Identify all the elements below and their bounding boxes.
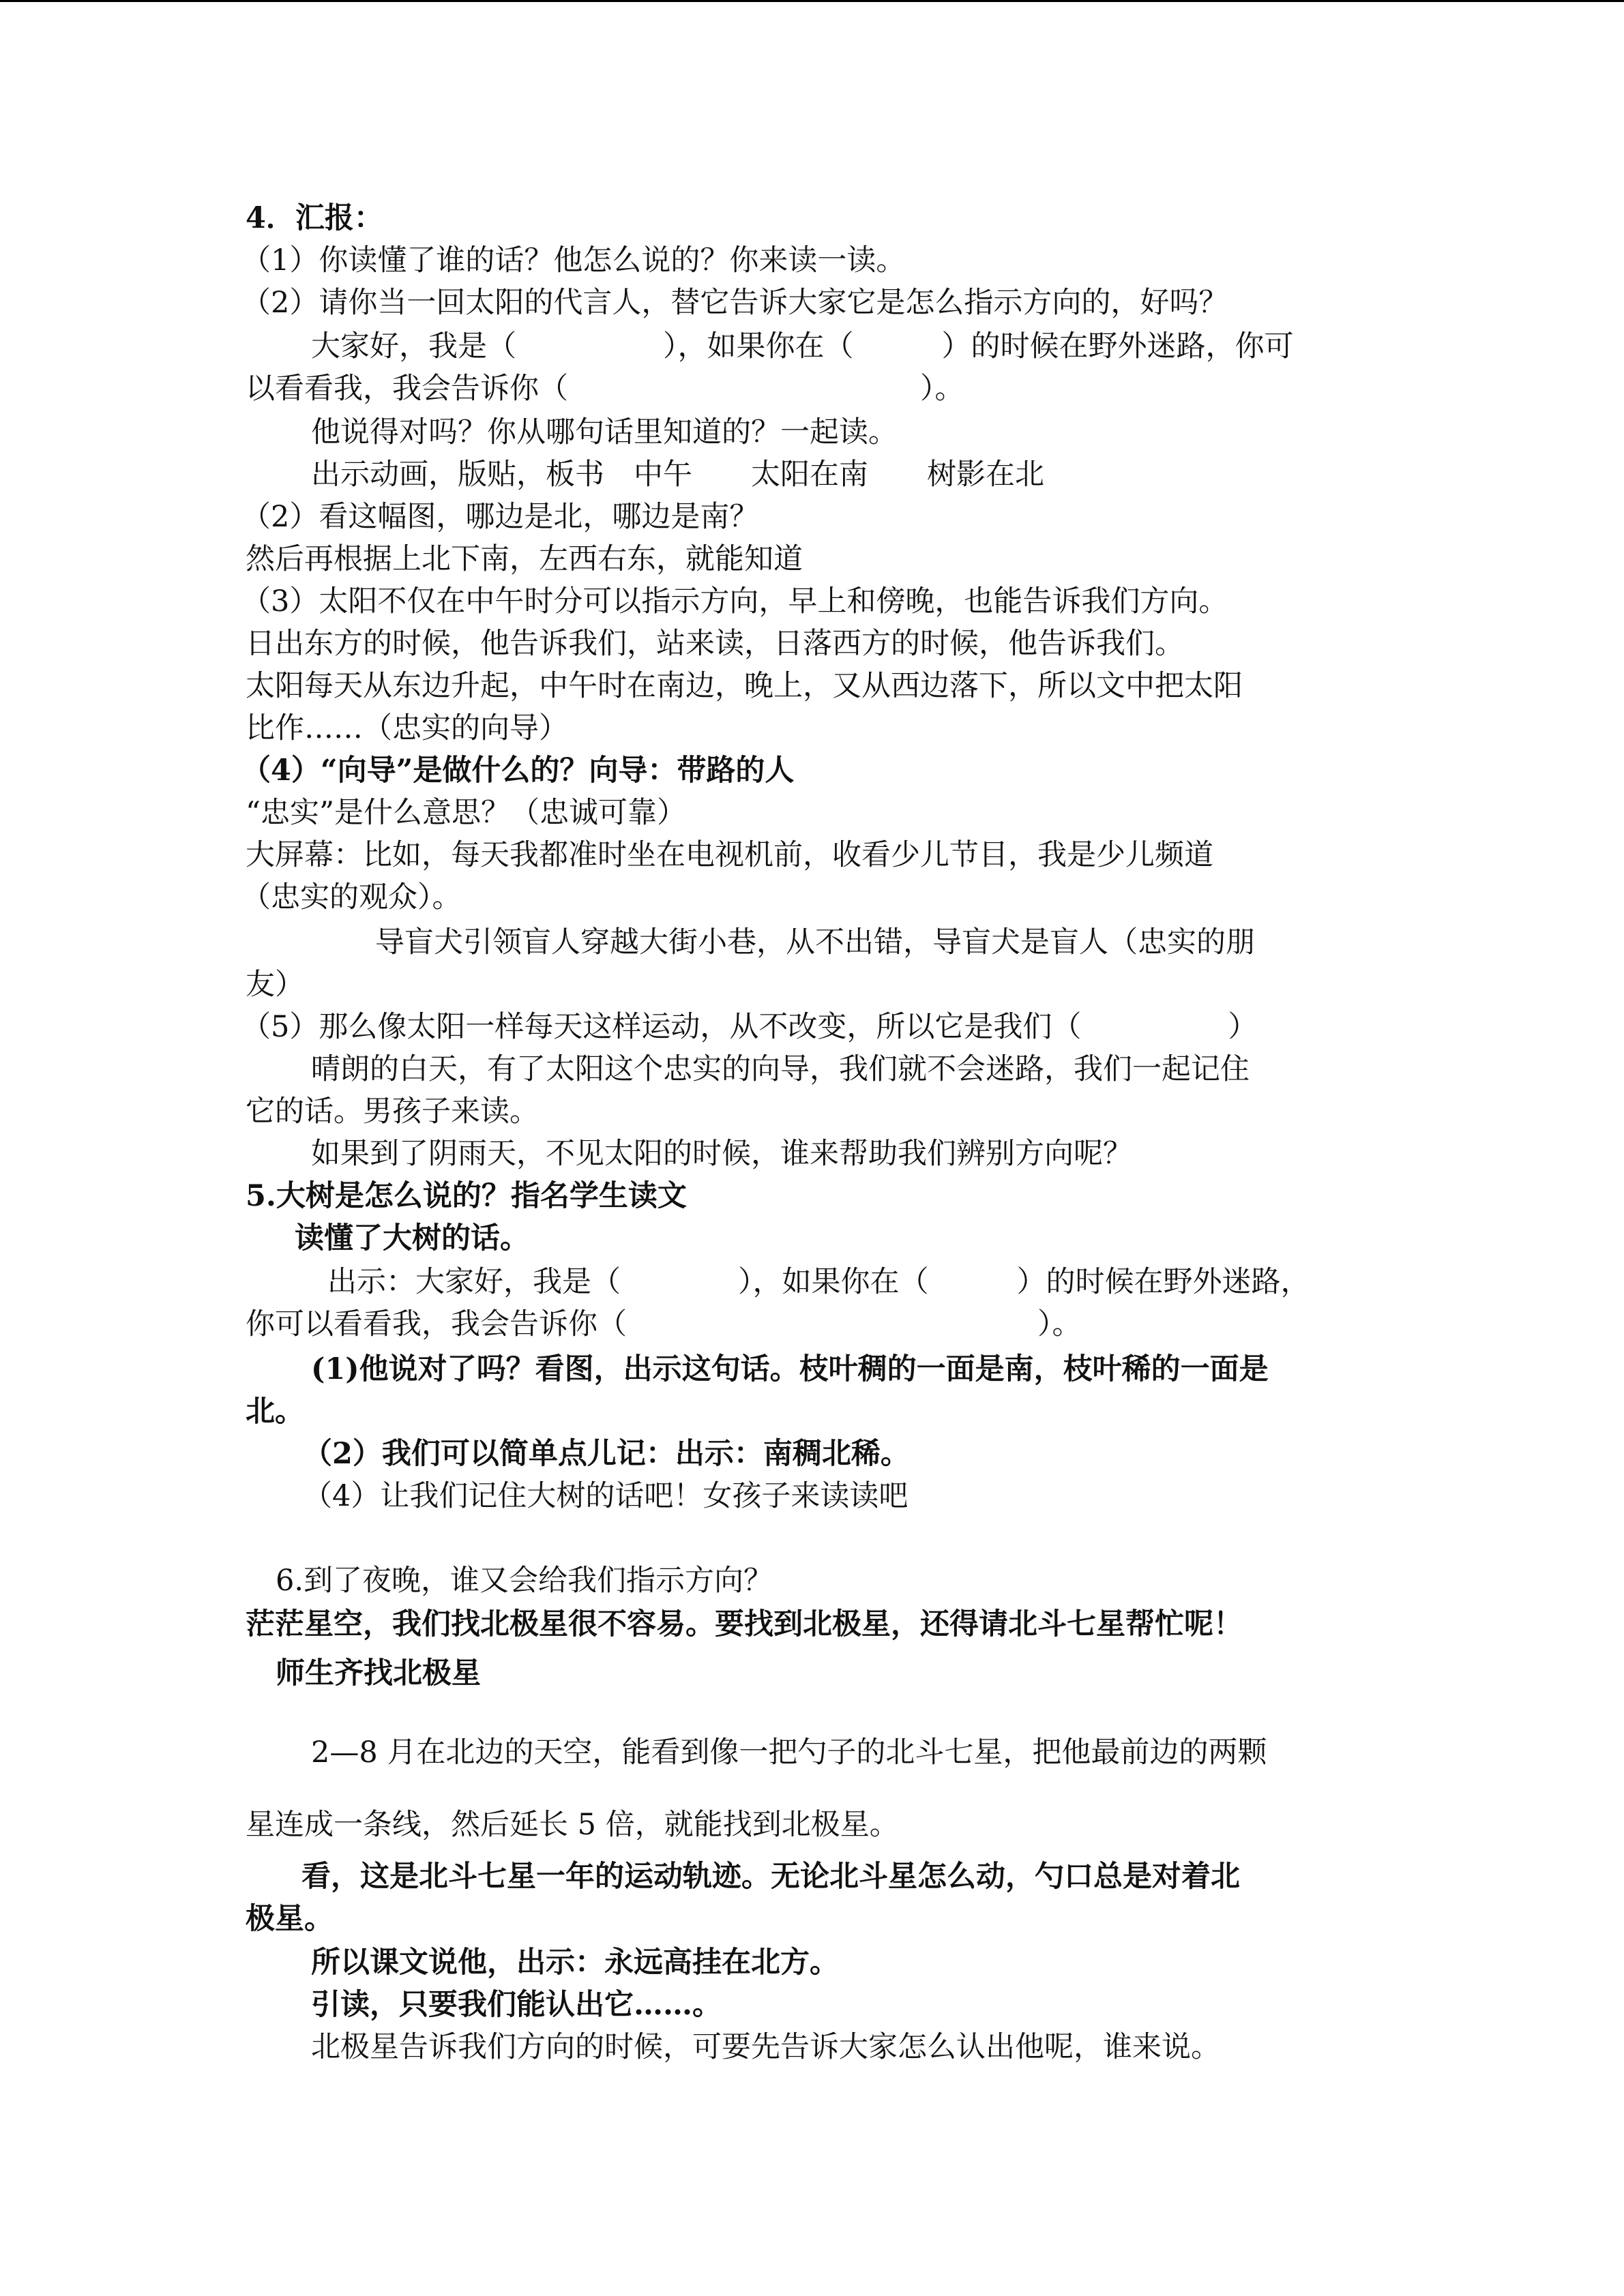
text-line: 友） [246, 968, 304, 1002]
text-line: 读懂了大树的话。 [295, 1221, 529, 1255]
text-line: 所以课文说他，出示：永远高挂在北方。 [311, 1945, 839, 1980]
board-notes-line: 出示动画，版贴，板书 中午 太阳在南 树影在北 [311, 458, 1044, 492]
text-line: 北。 [246, 1395, 304, 1429]
text-line: 导盲犬引领盲人穿越大街小巷，从不出错，导盲犬是盲人（忠实的朋 [375, 925, 1255, 959]
text-line: 看，这是北斗七星一年的运动轨迹。无论北斗星怎么动，勺口总是对着北 [301, 1860, 1240, 1894]
text-line: （4）让我们记住大树的话吧！女孩子来读读吧 [303, 1479, 909, 1513]
text-line: 师生齐找北极星 [276, 1656, 481, 1690]
text-line: 极星。 [246, 1902, 334, 1936]
text-line: 然后再根据上北下南，左西右东，就能知道 [246, 542, 803, 576]
text-line: 茫茫星空，我们找北极星很不容易。要找到北极星，还得请北斗七星帮忙呢！ [246, 1607, 1243, 1641]
text-line: （2）看这幅图，哪边是北，哪边是南？ [241, 500, 759, 534]
text-line: （5）那么像太阳一样每天这样运动，从不改变，所以它是我们（ ） [241, 1010, 1258, 1044]
text-line: （2）请你当一回太阳的代言人，替它告诉大家它是怎么指示方向的，好吗？ [241, 286, 1228, 320]
fill-in-blank-line: 大家好，我是（ ），如果你在（ ）的时候在野外迷路，你可 [311, 329, 1294, 363]
text-line: 比作……（忠实的向导） [246, 711, 568, 745]
text-line: （4）“向导”是做什么的？向导：带路的人 [241, 754, 795, 788]
fill-in-blank-line: 以看看我，我会告诉你（ ）。 [246, 372, 964, 406]
text-line: （3）太阳不仅在中午时分可以指示方向，早上和傍晚，也能告诉我们方向。 [241, 584, 1228, 618]
text-line: 晴朗的白天，有了太阳这个忠实的向导，我们就不会迷路，我们一起记住 [311, 1052, 1250, 1086]
text-line: 引读，只要我们能认出它……。 [311, 1988, 722, 2022]
text-line: 大屏幕：比如，每天我都准时坐在电视机前，收看少儿节目，我是少儿频道 [246, 838, 1213, 872]
text-line: 他说得对吗？你从哪句话里知道的？一起读。 [311, 415, 898, 449]
fill-in-blank-line: 你可以看看我，我会告诉你（ ）。 [246, 1307, 1082, 1341]
page-top-border [0, 0, 1624, 2]
text-line: （1）你读懂了谁的话？他怎么说的？你来读一读。 [241, 243, 906, 278]
text-line: 星连成一条线，然后延长 5 倍，就能找到北极星。 [246, 1808, 899, 1842]
text-line: （忠实的观众）。 [241, 880, 462, 914]
text-line: 日出东方的时候，他告诉我们，站来读，日落西方的时候，他告诉我们。 [246, 627, 1184, 661]
text-line: 它的话。男孩子来读。 [246, 1094, 539, 1129]
text-line: “忠实”是什么意思？（忠诚可靠） [246, 796, 686, 830]
text-line: （2）我们可以简单点儿记：出示：南稠北稀。 [303, 1437, 910, 1471]
heading-night: 6.到了夜晚，谁又会给我们指示方向？ [276, 1564, 773, 1598]
text-line: (1)他说对了吗？看图，出示这句话。枝叶稠的一面是南，枝叶稀的一面是 [311, 1352, 1269, 1386]
text-line: 2—8 月在北边的天空，能看到像一把勺子的北斗七星，把他最前边的两颗 [311, 1735, 1267, 1770]
heading-tree: 5.大树是怎么说的？指名学生读文 [246, 1179, 687, 1213]
text-line: 北极星告诉我们方向的时候，可要先告诉大家怎么认出他呢，谁来说。 [311, 2030, 1220, 2064]
text-line: 如果到了阴雨天，不见太阳的时候，谁来帮助我们辨别方向呢？ [311, 1137, 1132, 1171]
text-line: 太阳每天从东边升起，中午时在南边，晚上，又从西边落下，所以文中把太阳 [246, 669, 1243, 703]
heading-report: 4．汇报： [246, 201, 383, 235]
fill-in-blank-line: 出示：大家好，我是（ ），如果你在（ ）的时候在野外迷路， [327, 1265, 1310, 1299]
